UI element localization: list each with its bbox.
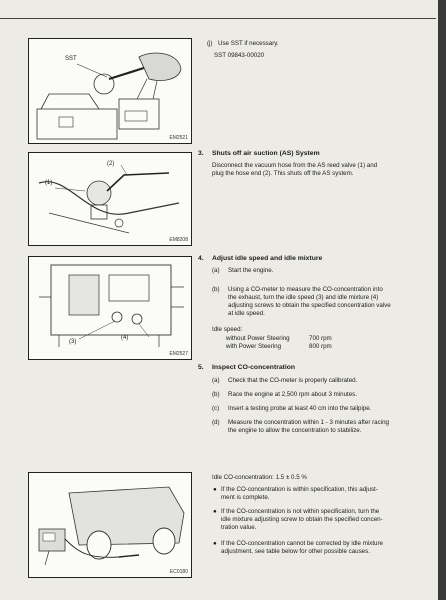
with-ps-label: with Power Steering xyxy=(226,343,282,350)
bullet-3-line2: adjustment, see table below for other possible causes. xyxy=(221,548,370,555)
sst-tool-illustration xyxy=(29,39,191,143)
step-5a-text: Check that the CO-meter is properly calibrated. xyxy=(228,377,358,384)
step-4b-line1: Using a CO-meter to measure the CO-concentration into xyxy=(228,286,383,293)
step-5c-marker: (c) xyxy=(212,405,220,412)
step-4b-line3: adjusting screws to obtain the specified concentration valve xyxy=(228,302,391,309)
figure-sst-tool xyxy=(28,38,192,144)
bullet-3-line1: If the CO-concentration cannot be corrected by idle mixture xyxy=(221,540,383,547)
figure-code: EM2527 xyxy=(169,351,188,357)
step-5-number: 5. xyxy=(198,364,204,371)
idle-speed-label: Idle speed: xyxy=(212,326,243,333)
figure-code: EC0180 xyxy=(169,569,188,575)
bullet-2-dot: ● xyxy=(213,508,217,515)
step-4b-marker: (b) xyxy=(212,286,220,293)
callout-1: (1) xyxy=(45,180,53,186)
step-5-title: Inspect CO-concentration xyxy=(212,364,296,371)
step-3-line1: Disconnect the vacuum hose from the AS reed valve (1) and xyxy=(212,162,378,169)
carburetor-illustration xyxy=(29,257,191,359)
step-4a-marker: (a) xyxy=(212,267,220,274)
bullet-2-line2: idle mixture adjusting screw to obtain the specified concen- xyxy=(221,516,383,523)
without-ps-value: 700 rpm xyxy=(309,335,332,342)
step-5b-marker: (b) xyxy=(212,391,220,398)
bullet-3-dot: ● xyxy=(213,540,217,547)
figure-code: EM2521 xyxy=(169,135,188,141)
step-5d-line1: Measure the concentration within 1 - 3 minutes after racing xyxy=(228,419,389,426)
bullet-2-line1: If the CO-concentration is not within specification, turn the xyxy=(221,508,380,515)
step-4-number: 4. xyxy=(198,255,204,262)
callout-4: (4) xyxy=(121,335,129,341)
callout-3: (3) xyxy=(69,339,77,345)
bullet-1-line2: ment is complete. xyxy=(221,494,270,501)
step-4-title: Adjust idle speed and idle mixture xyxy=(212,255,323,262)
without-ps-label: without Power Steering xyxy=(226,335,290,342)
figure-code: EM8208 xyxy=(169,237,188,243)
step-4b-line2: the exhaust, turn the idle speed (3) and idle mixture (4) xyxy=(228,294,379,301)
figure-as-reed-valve xyxy=(28,152,192,246)
idle-co-spec: Idle CO-concentration: 1.5 ± 0.5 % xyxy=(212,474,307,481)
bullet-1-line1: If the CO-concentration is within specification, this adjust- xyxy=(221,486,378,493)
step-3-number: 3. xyxy=(198,150,204,157)
step-3-line2: plug the hose end (2). This shuts off the AS system. xyxy=(212,170,354,177)
callout-2: (2) xyxy=(107,161,115,167)
step-j-marker: (j) xyxy=(207,40,213,47)
sst-number: SST 09843-00020 xyxy=(214,52,265,59)
step-5b-text: Race the engine at 2,500 rpm about 3 minutes. xyxy=(228,391,357,398)
step-5a-marker: (a) xyxy=(212,377,220,384)
step-5d-line2: the engine to allow the concentration to stabilize. xyxy=(228,427,362,434)
figure-co-meter xyxy=(28,472,192,578)
bullet-1-dot: ● xyxy=(213,486,217,493)
step-5c-text: Insert a testing probe at least 40 cm into the tailpipe. xyxy=(228,405,372,412)
sst-callout: SST xyxy=(65,56,77,62)
step-j-text: Use SST if necessary. xyxy=(218,40,279,47)
co-meter-illustration xyxy=(29,473,191,577)
with-ps-value: 800 rpm xyxy=(309,343,332,350)
step-4a-text: Start the engine. xyxy=(228,267,274,274)
step-4b-line4: at idle speed. xyxy=(228,310,265,317)
page-edge-shadow xyxy=(438,0,446,600)
bullet-2-line3: tration value. xyxy=(221,524,257,531)
step-5d-marker: (d) xyxy=(212,419,220,426)
header-rule xyxy=(0,18,436,19)
figure-carburetor xyxy=(28,256,192,360)
step-3-title: Shuts off air suction (AS) System xyxy=(212,150,320,157)
